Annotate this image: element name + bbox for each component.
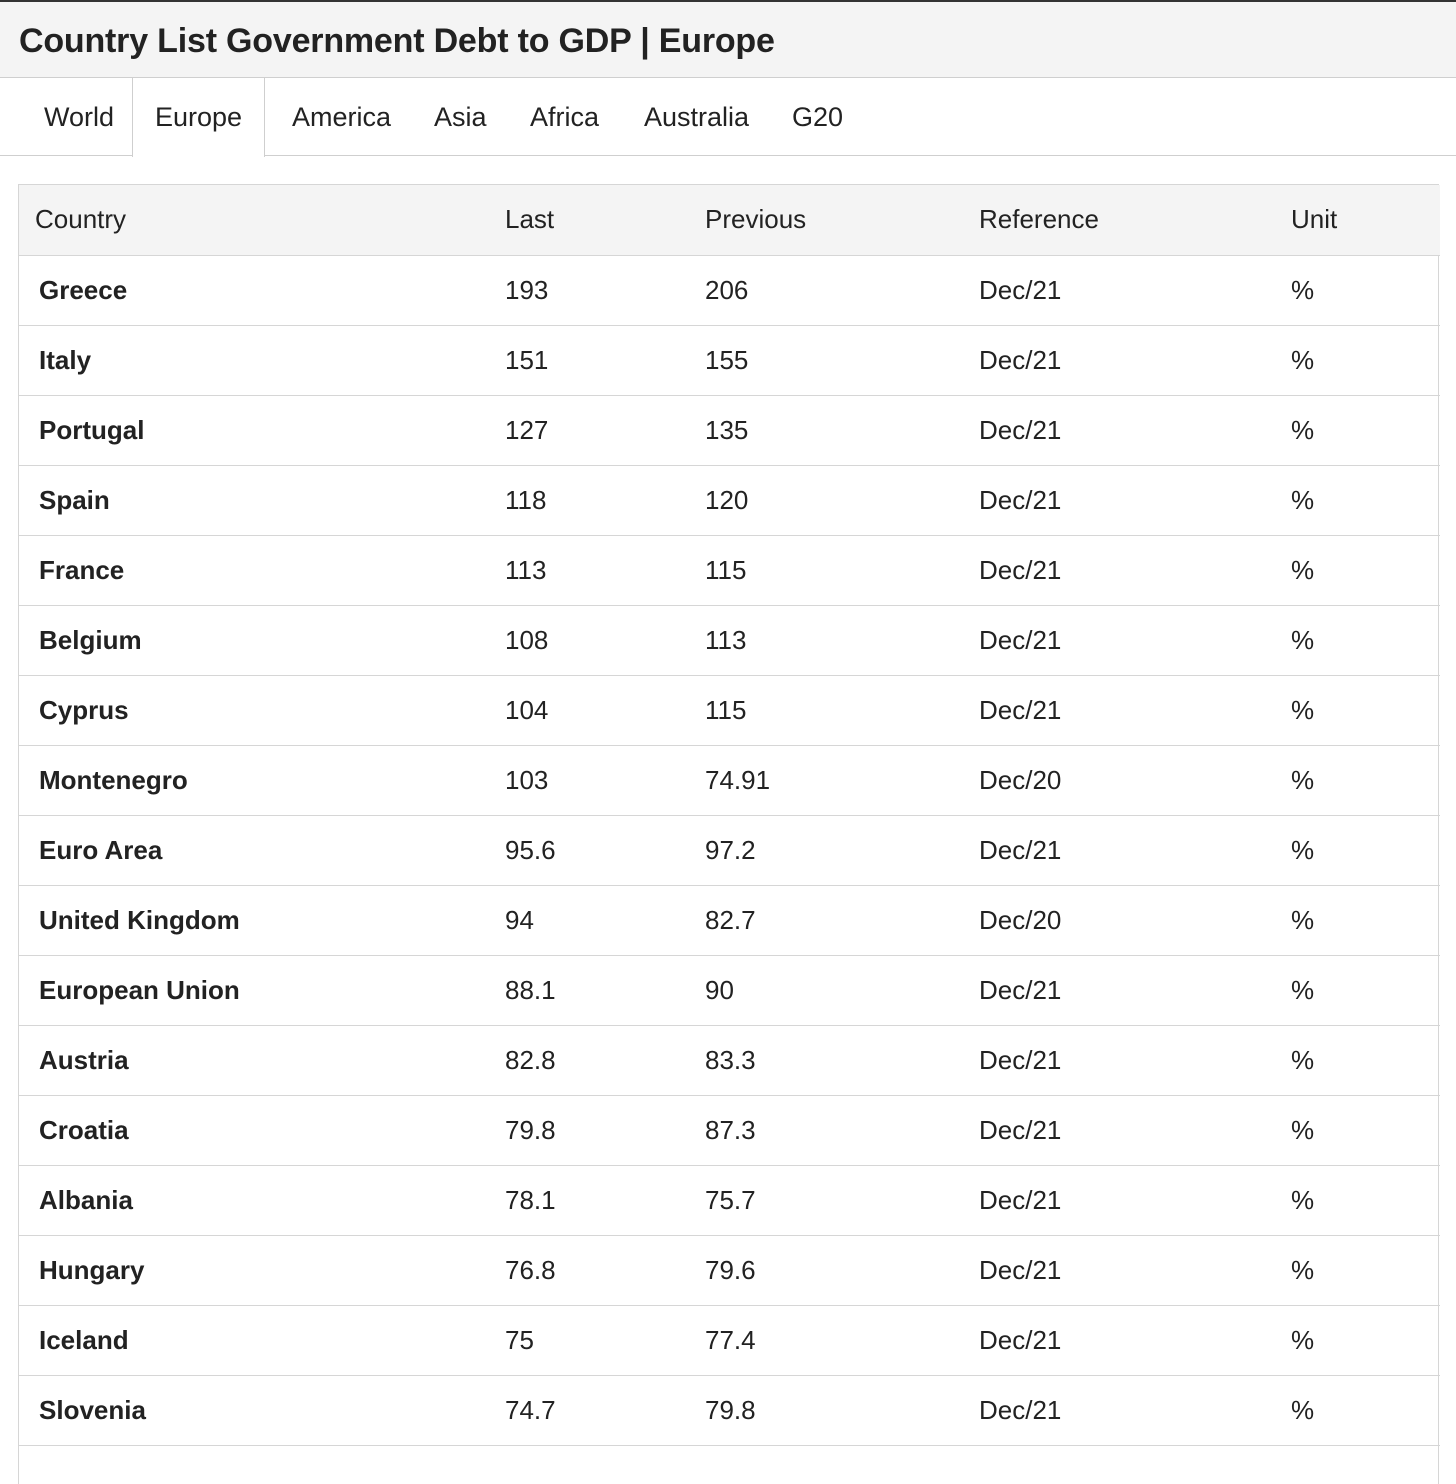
previous-value: 115 xyxy=(705,535,979,605)
reference-date: Dec/21 xyxy=(979,395,1291,465)
region-tabs xyxy=(0,78,1456,156)
table-row xyxy=(19,745,1440,815)
country-link[interactable]: Iceland xyxy=(39,1324,129,1355)
table-row xyxy=(19,465,1440,535)
tab-g20[interactable]: G20 xyxy=(792,102,844,132)
table-row xyxy=(19,1235,1440,1305)
last-value: 79.8 xyxy=(505,1095,705,1165)
unit: % xyxy=(1291,815,1440,885)
page-title: Country List Government Debt to GDP | Europe xyxy=(19,22,775,60)
tab-america[interactable]: America xyxy=(292,102,392,132)
debt-table xyxy=(19,185,1440,1446)
last-value: 94 xyxy=(505,885,705,955)
last-value: 127 xyxy=(505,395,705,465)
data-table-container xyxy=(18,184,1439,1484)
last-value: 88.1 xyxy=(505,955,705,1025)
tab-world[interactable]: World xyxy=(44,102,115,132)
last-value: 74.7 xyxy=(505,1375,705,1445)
country-link[interactable]: Portugal xyxy=(39,414,145,445)
previous-value: 115 xyxy=(705,675,979,745)
previous-value: 155 xyxy=(705,325,979,395)
last-value: 151 xyxy=(505,325,705,395)
last-value: 193 xyxy=(505,255,705,325)
country-link[interactable]: Belgium xyxy=(39,624,142,655)
unit: % xyxy=(1291,1095,1440,1165)
table-row xyxy=(19,255,1440,325)
tab-europe[interactable]: Europe xyxy=(132,78,265,157)
table-header-row xyxy=(19,185,1440,255)
previous-value: 79.8 xyxy=(705,1375,979,1445)
table-row xyxy=(19,325,1440,395)
reference-date: Dec/21 xyxy=(979,605,1291,675)
table-row xyxy=(19,605,1440,675)
table-row xyxy=(19,1375,1440,1445)
reference-date: Dec/21 xyxy=(979,955,1291,1025)
reference-date: Dec/21 xyxy=(979,325,1291,395)
table-row xyxy=(19,675,1440,745)
country-link[interactable]: Spain xyxy=(39,484,110,515)
country-link[interactable]: United Kingdom xyxy=(39,904,240,935)
unit: % xyxy=(1291,605,1440,675)
country-link[interactable]: Montenegro xyxy=(39,764,188,795)
unit: % xyxy=(1291,1165,1440,1235)
column-header-country[interactable]: Country xyxy=(19,185,505,255)
tab-australia[interactable]: Australia xyxy=(644,102,750,132)
reference-date: Dec/21 xyxy=(979,1235,1291,1305)
country-link[interactable]: Slovenia xyxy=(39,1394,146,1425)
unit: % xyxy=(1291,675,1440,745)
previous-value: 75.7 xyxy=(705,1165,979,1235)
previous-value: 77.4 xyxy=(705,1305,979,1375)
unit: % xyxy=(1291,465,1440,535)
table-row xyxy=(19,815,1440,885)
table-row xyxy=(19,535,1440,605)
previous-value: 135 xyxy=(705,395,979,465)
previous-value: 206 xyxy=(705,255,979,325)
country-link[interactable]: Austria xyxy=(39,1044,129,1075)
last-value: 78.1 xyxy=(505,1165,705,1235)
last-value: 108 xyxy=(505,605,705,675)
previous-value: 79.6 xyxy=(705,1235,979,1305)
unit: % xyxy=(1291,745,1440,815)
table-body xyxy=(19,255,1440,1445)
tab-africa[interactable]: Africa xyxy=(530,102,600,132)
unit: % xyxy=(1291,1375,1440,1445)
reference-date: Dec/21 xyxy=(979,465,1291,535)
reference-date: Dec/20 xyxy=(979,885,1291,955)
country-link[interactable]: Cyprus xyxy=(39,694,129,725)
previous-value: 120 xyxy=(705,465,979,535)
column-header-unit[interactable]: Unit xyxy=(1291,185,1440,255)
country-link[interactable]: France xyxy=(39,554,125,585)
unit: % xyxy=(1291,885,1440,955)
reference-date: Dec/21 xyxy=(979,1165,1291,1235)
unit: % xyxy=(1291,325,1440,395)
reference-date: Dec/21 xyxy=(979,255,1291,325)
last-value: 82.8 xyxy=(505,1025,705,1095)
unit: % xyxy=(1291,1305,1440,1375)
country-link[interactable]: Hungary xyxy=(39,1254,145,1285)
table-row xyxy=(19,955,1440,1025)
column-header-last[interactable]: Last xyxy=(505,185,705,255)
previous-value: 113 xyxy=(705,605,979,675)
country-link[interactable]: Euro Area xyxy=(39,834,163,865)
last-value: 95.6 xyxy=(505,815,705,885)
table-row xyxy=(19,1165,1440,1235)
country-link[interactable]: Greece xyxy=(39,274,128,305)
last-value: 104 xyxy=(505,675,705,745)
reference-date: Dec/21 xyxy=(979,1095,1291,1165)
unit: % xyxy=(1291,1025,1440,1095)
reference-date: Dec/20 xyxy=(979,745,1291,815)
last-value: 75 xyxy=(505,1305,705,1375)
table-row xyxy=(19,1095,1440,1165)
previous-value: 90 xyxy=(705,955,979,1025)
country-link[interactable]: Albania xyxy=(39,1184,133,1215)
country-link[interactable]: Croatia xyxy=(39,1114,129,1145)
reference-date: Dec/21 xyxy=(979,1025,1291,1095)
table-row xyxy=(19,1025,1440,1095)
reference-date: Dec/21 xyxy=(979,675,1291,745)
previous-value: 82.7 xyxy=(705,885,979,955)
title-bar xyxy=(0,0,1456,78)
last-value: 118 xyxy=(505,465,705,535)
unit: % xyxy=(1291,535,1440,605)
country-link[interactable]: Italy xyxy=(39,344,92,375)
last-value: 113 xyxy=(505,535,705,605)
unit: % xyxy=(1291,395,1440,465)
country-link[interactable]: European Union xyxy=(39,974,240,1005)
reference-date: Dec/21 xyxy=(979,1375,1291,1445)
previous-value: 87.3 xyxy=(705,1095,979,1165)
previous-value: 97.2 xyxy=(705,815,979,885)
unit: % xyxy=(1291,955,1440,1025)
table-row xyxy=(19,1305,1440,1375)
previous-value: 74.91 xyxy=(705,745,979,815)
table-row xyxy=(19,395,1440,465)
reference-date: Dec/21 xyxy=(979,1305,1291,1375)
unit: % xyxy=(1291,1235,1440,1305)
previous-value: 83.3 xyxy=(705,1025,979,1095)
table-row xyxy=(19,885,1440,955)
tab-asia[interactable]: Asia xyxy=(434,102,487,132)
last-value: 76.8 xyxy=(505,1235,705,1305)
reference-date: Dec/21 xyxy=(979,815,1291,885)
reference-date: Dec/21 xyxy=(979,535,1291,605)
unit: % xyxy=(1291,255,1440,325)
last-value: 103 xyxy=(505,745,705,815)
column-header-reference[interactable]: Reference xyxy=(979,185,1291,255)
column-header-previous[interactable]: Previous xyxy=(705,185,979,255)
